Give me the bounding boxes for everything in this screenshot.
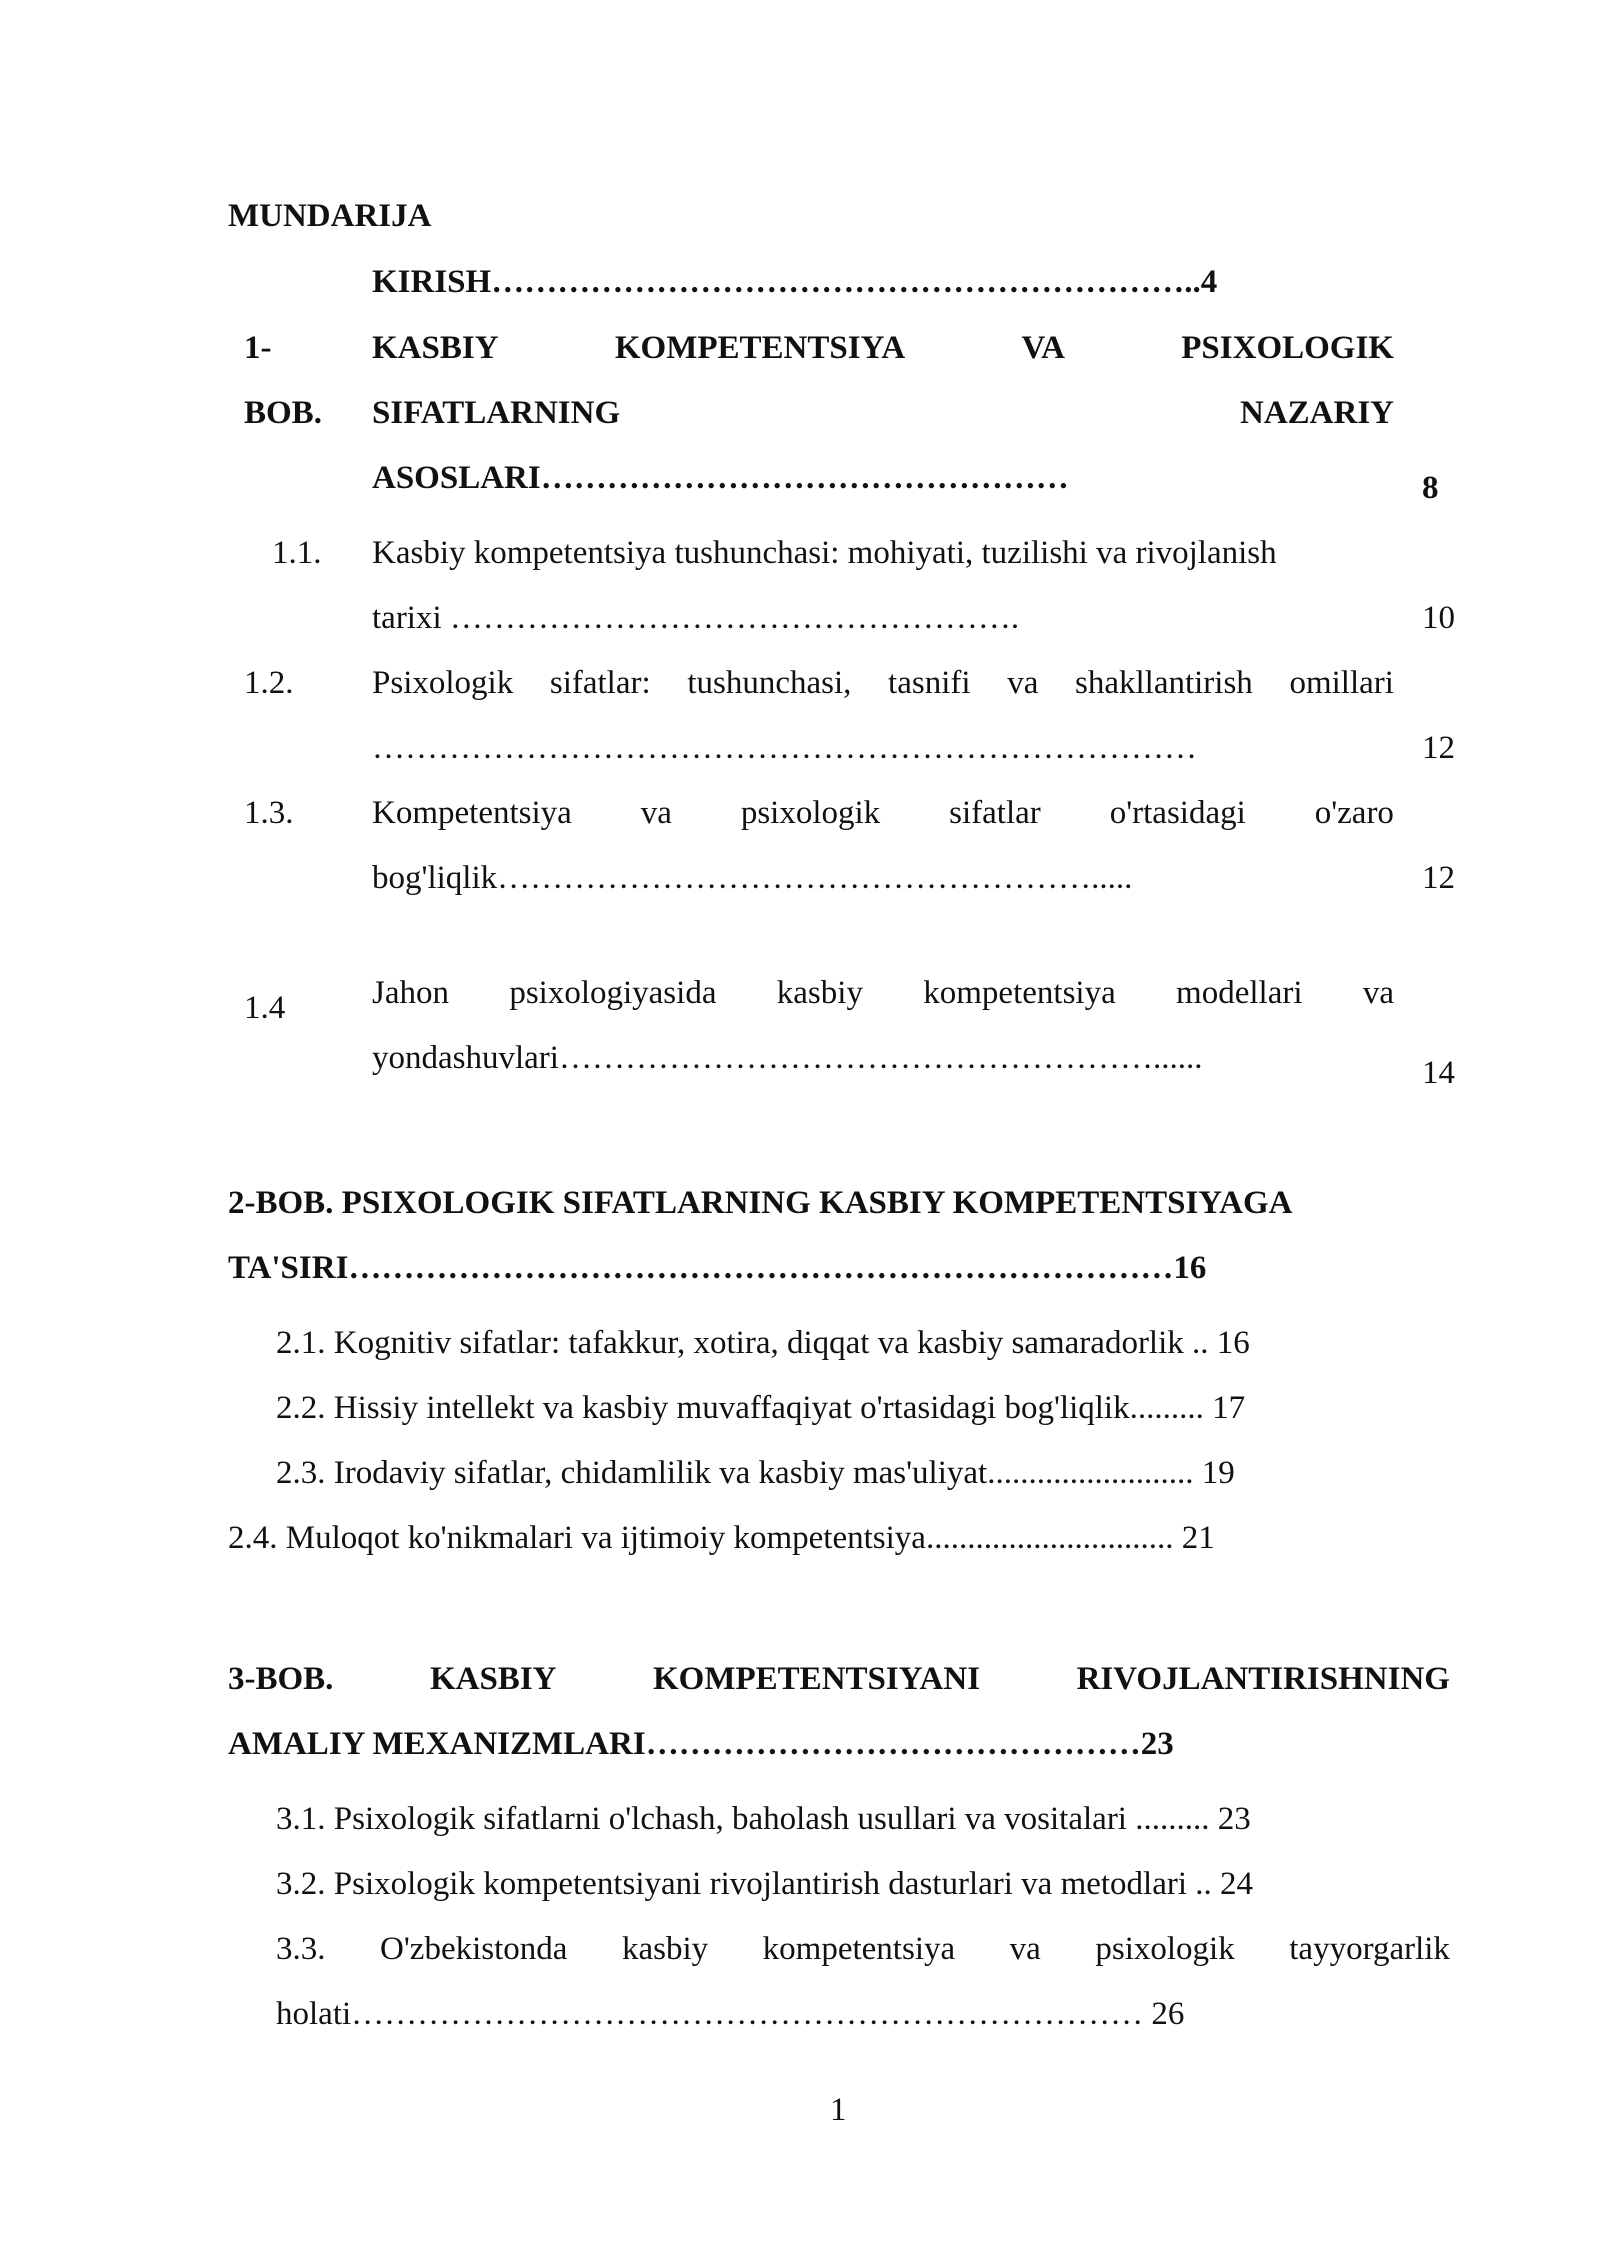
word: SIFATLARNING bbox=[372, 395, 621, 431]
word: KASBIY bbox=[429, 1661, 557, 1697]
word: va bbox=[1362, 975, 1394, 1011]
section-2-3[interactable]: 2.3. Irodaviy sifatlar, chidamlilik va kasbiy mas'uliyat......................... 19 bbox=[276, 1455, 1235, 1491]
word: Jahon bbox=[372, 975, 449, 1011]
chapter2-title-line2[interactable]: TA'SIRI…………………………………………………………………16 bbox=[228, 1250, 1207, 1286]
chapter1-title-line1[interactable] bbox=[372, 328, 1394, 368]
section-1-4-page-number: 14 bbox=[1422, 1055, 1455, 1091]
word: shakllantirish bbox=[1075, 665, 1253, 701]
word: VA bbox=[1021, 330, 1065, 366]
chapter1-bob-label: BOB. bbox=[244, 395, 322, 431]
word: va bbox=[640, 795, 672, 831]
word: psixologik bbox=[740, 795, 881, 831]
section-3-3-title-line2[interactable]: holati……………………………………………………………… 26 bbox=[276, 1996, 1185, 2032]
chapter1-title-line3[interactable]: ASOSLARI………………………………………… bbox=[372, 460, 1069, 496]
section-1-1-title-line2[interactable]: tarixi ……………………………………………. bbox=[372, 600, 1020, 636]
section-1-2-number: 1.2. bbox=[244, 665, 294, 701]
word: kompetentsiya bbox=[923, 975, 1116, 1011]
section-1-1-number: 1.1. bbox=[272, 535, 322, 571]
word: PSIXOLOGIK bbox=[1181, 330, 1394, 366]
word: sifatlar bbox=[949, 795, 1041, 831]
word: tayyorgarlik bbox=[1289, 1931, 1450, 1967]
section-1-2-title-line1[interactable] bbox=[372, 663, 1394, 703]
word: psixologik bbox=[1095, 1931, 1235, 1967]
word: sifatlar: bbox=[549, 665, 651, 701]
word: kasbiy bbox=[621, 1931, 709, 1967]
word: KASBIY bbox=[372, 330, 499, 366]
word: kasbiy bbox=[776, 975, 863, 1011]
section-3-2[interactable]: 3.2. Psixologik kompetentsiyani rivojlantirish dasturlari va metodlari .. 24 bbox=[276, 1866, 1254, 1902]
word: va bbox=[1007, 665, 1039, 701]
section-1-3-page-number: 12 bbox=[1422, 860, 1455, 896]
word: kompetentsiya bbox=[762, 1931, 956, 1967]
word: o'zaro bbox=[1314, 795, 1394, 831]
toc-entry-kirish[interactable]: KIRISH………………………………………………………..4 bbox=[372, 264, 1218, 300]
section-1-2-title-line2[interactable]: ………………………………………………………………… bbox=[372, 730, 1197, 766]
section-2-2[interactable]: 2.2. Hissiy intellekt va kasbiy muvaffaqiyat o'rtasidagi bog'liqlik......... 17 bbox=[276, 1390, 1246, 1426]
word: NAZARIY bbox=[1239, 395, 1394, 431]
section-1-3-title-line2[interactable]: bog'liqlik………………………………………………..... bbox=[372, 860, 1133, 896]
section-1-4-number: 1.4 bbox=[244, 990, 286, 1026]
chapter1-page-number: 8 bbox=[1422, 470, 1439, 506]
section-1-2-page-number: 12 bbox=[1422, 730, 1455, 766]
word: tasnifi bbox=[888, 665, 971, 701]
chapter1-number: 1- bbox=[244, 330, 272, 366]
section-2-1[interactable]: 2.1. Kognitiv sifatlar: tafakkur, xotira, diqqat va kasbiy samaradorlik .. 16 bbox=[276, 1325, 1250, 1361]
chapter3-title-line1[interactable] bbox=[228, 1659, 1450, 1699]
chapter1-title-line2[interactable] bbox=[372, 393, 1394, 433]
word: KOMPETENTSIYA bbox=[614, 330, 906, 366]
section-1-3-title-line1[interactable] bbox=[372, 793, 1394, 833]
word: Kompetentsiya bbox=[372, 795, 572, 831]
word: 3-BOB. bbox=[228, 1661, 334, 1697]
section-3-1[interactable]: 3.1. Psixologik sifatlarni o'lchash, baholash usullari va vositalari ......... 23 bbox=[276, 1801, 1251, 1837]
word: o'rtasidagi bbox=[1109, 795, 1246, 831]
chapter2-title-line1[interactable]: 2-BOB. PSIXOLOGIK SIFATLARNING KASBIY KOMPETENTSIYAGA bbox=[228, 1185, 1293, 1221]
section-2-4[interactable]: 2.4. Muloqot ko'nikmalari va ijtimoiy kompetentsiya.............................. 21 bbox=[228, 1520, 1215, 1556]
word: Psixologik bbox=[372, 665, 514, 701]
word: psixologiyasida bbox=[509, 975, 717, 1011]
section-3-3-title-line1[interactable] bbox=[276, 1929, 1450, 1969]
section-1-4-title-line1[interactable] bbox=[372, 973, 1394, 1013]
chapter3-title-line2[interactable]: AMALIY MEXANIZMLARI………………………………………23 bbox=[228, 1726, 1174, 1762]
word: O'zbekistonda bbox=[380, 1931, 568, 1967]
section-1-4-title-line2[interactable]: yondashuvlari………………………………………………...... bbox=[372, 1040, 1203, 1076]
word: 3.3. bbox=[276, 1931, 326, 1967]
toc-title: MUNDARIJA bbox=[228, 198, 432, 234]
section-1-1-title-line1[interactable]: Kasbiy kompetentsiya tushunchasi: mohiyati, tuzilishi va rivojlanish bbox=[372, 535, 1277, 571]
section-1-1-page-number: 10 bbox=[1422, 600, 1455, 636]
section-1-3-number: 1.3. bbox=[244, 795, 294, 831]
word: KOMPETENTSIYANI bbox=[653, 1661, 981, 1697]
word: tushunchasi, bbox=[687, 665, 852, 701]
word: RIVOJLANTIRISHNING bbox=[1076, 1661, 1450, 1697]
word: modellari bbox=[1176, 975, 1303, 1011]
word: va bbox=[1009, 1931, 1041, 1967]
word: omillari bbox=[1289, 665, 1394, 701]
page-number: 1 bbox=[830, 2092, 847, 2128]
